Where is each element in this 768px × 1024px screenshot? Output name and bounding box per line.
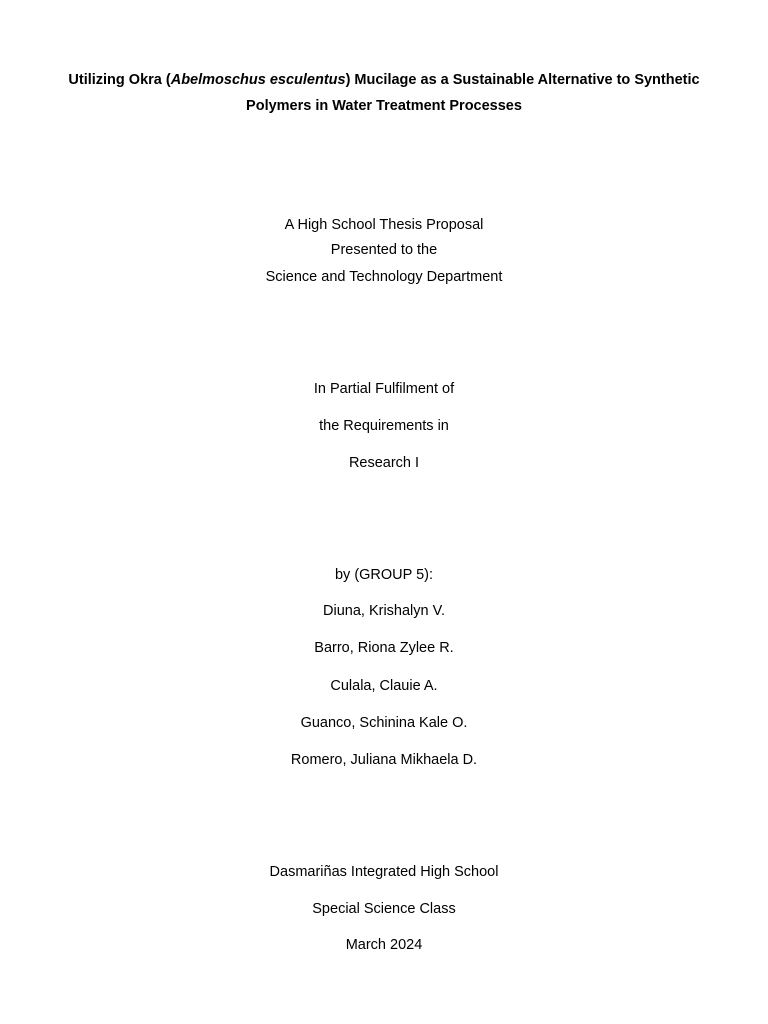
author-name: Guanco, Schinina Kale O. (300, 715, 468, 731)
title-part-2: ) Mucilage as a Sustainable Alternative to Synthetic (345, 72, 700, 88)
presentation-line-3: Science and Technology Department (265, 269, 503, 285)
title-line-2: Polymers in Water Treatment Processes (246, 98, 522, 114)
title-scientific-name: Abelmoschus esculentus (170, 72, 346, 88)
authors-heading: by (GROUP 5): (334, 567, 434, 583)
fulfilment-line-2: the Requirements in (319, 418, 449, 434)
fulfilment-line-3: Research I (348, 455, 420, 471)
title-part-1: Utilizing Okra ( (68, 72, 171, 88)
author-name: Romero, Juliana Mikhaela D. (290, 752, 478, 768)
submission-date: March 2024 (345, 937, 423, 953)
school-class: Special Science Class (312, 901, 456, 917)
thesis-title (40, 67, 728, 119)
author-name: Barro, Riona Zylee R. (314, 640, 454, 656)
fulfilment-line-1: In Partial Fulfilment of (313, 381, 455, 397)
presentation-line-1: A High School Thesis Proposal (284, 217, 484, 233)
author-name: Culala, Clauie A. (330, 678, 438, 694)
presentation-line-2: Presented to the (330, 242, 438, 258)
author-name: Diuna, Krishalyn V. (323, 603, 445, 619)
school-name: Dasmariñas Integrated High School (269, 864, 499, 880)
